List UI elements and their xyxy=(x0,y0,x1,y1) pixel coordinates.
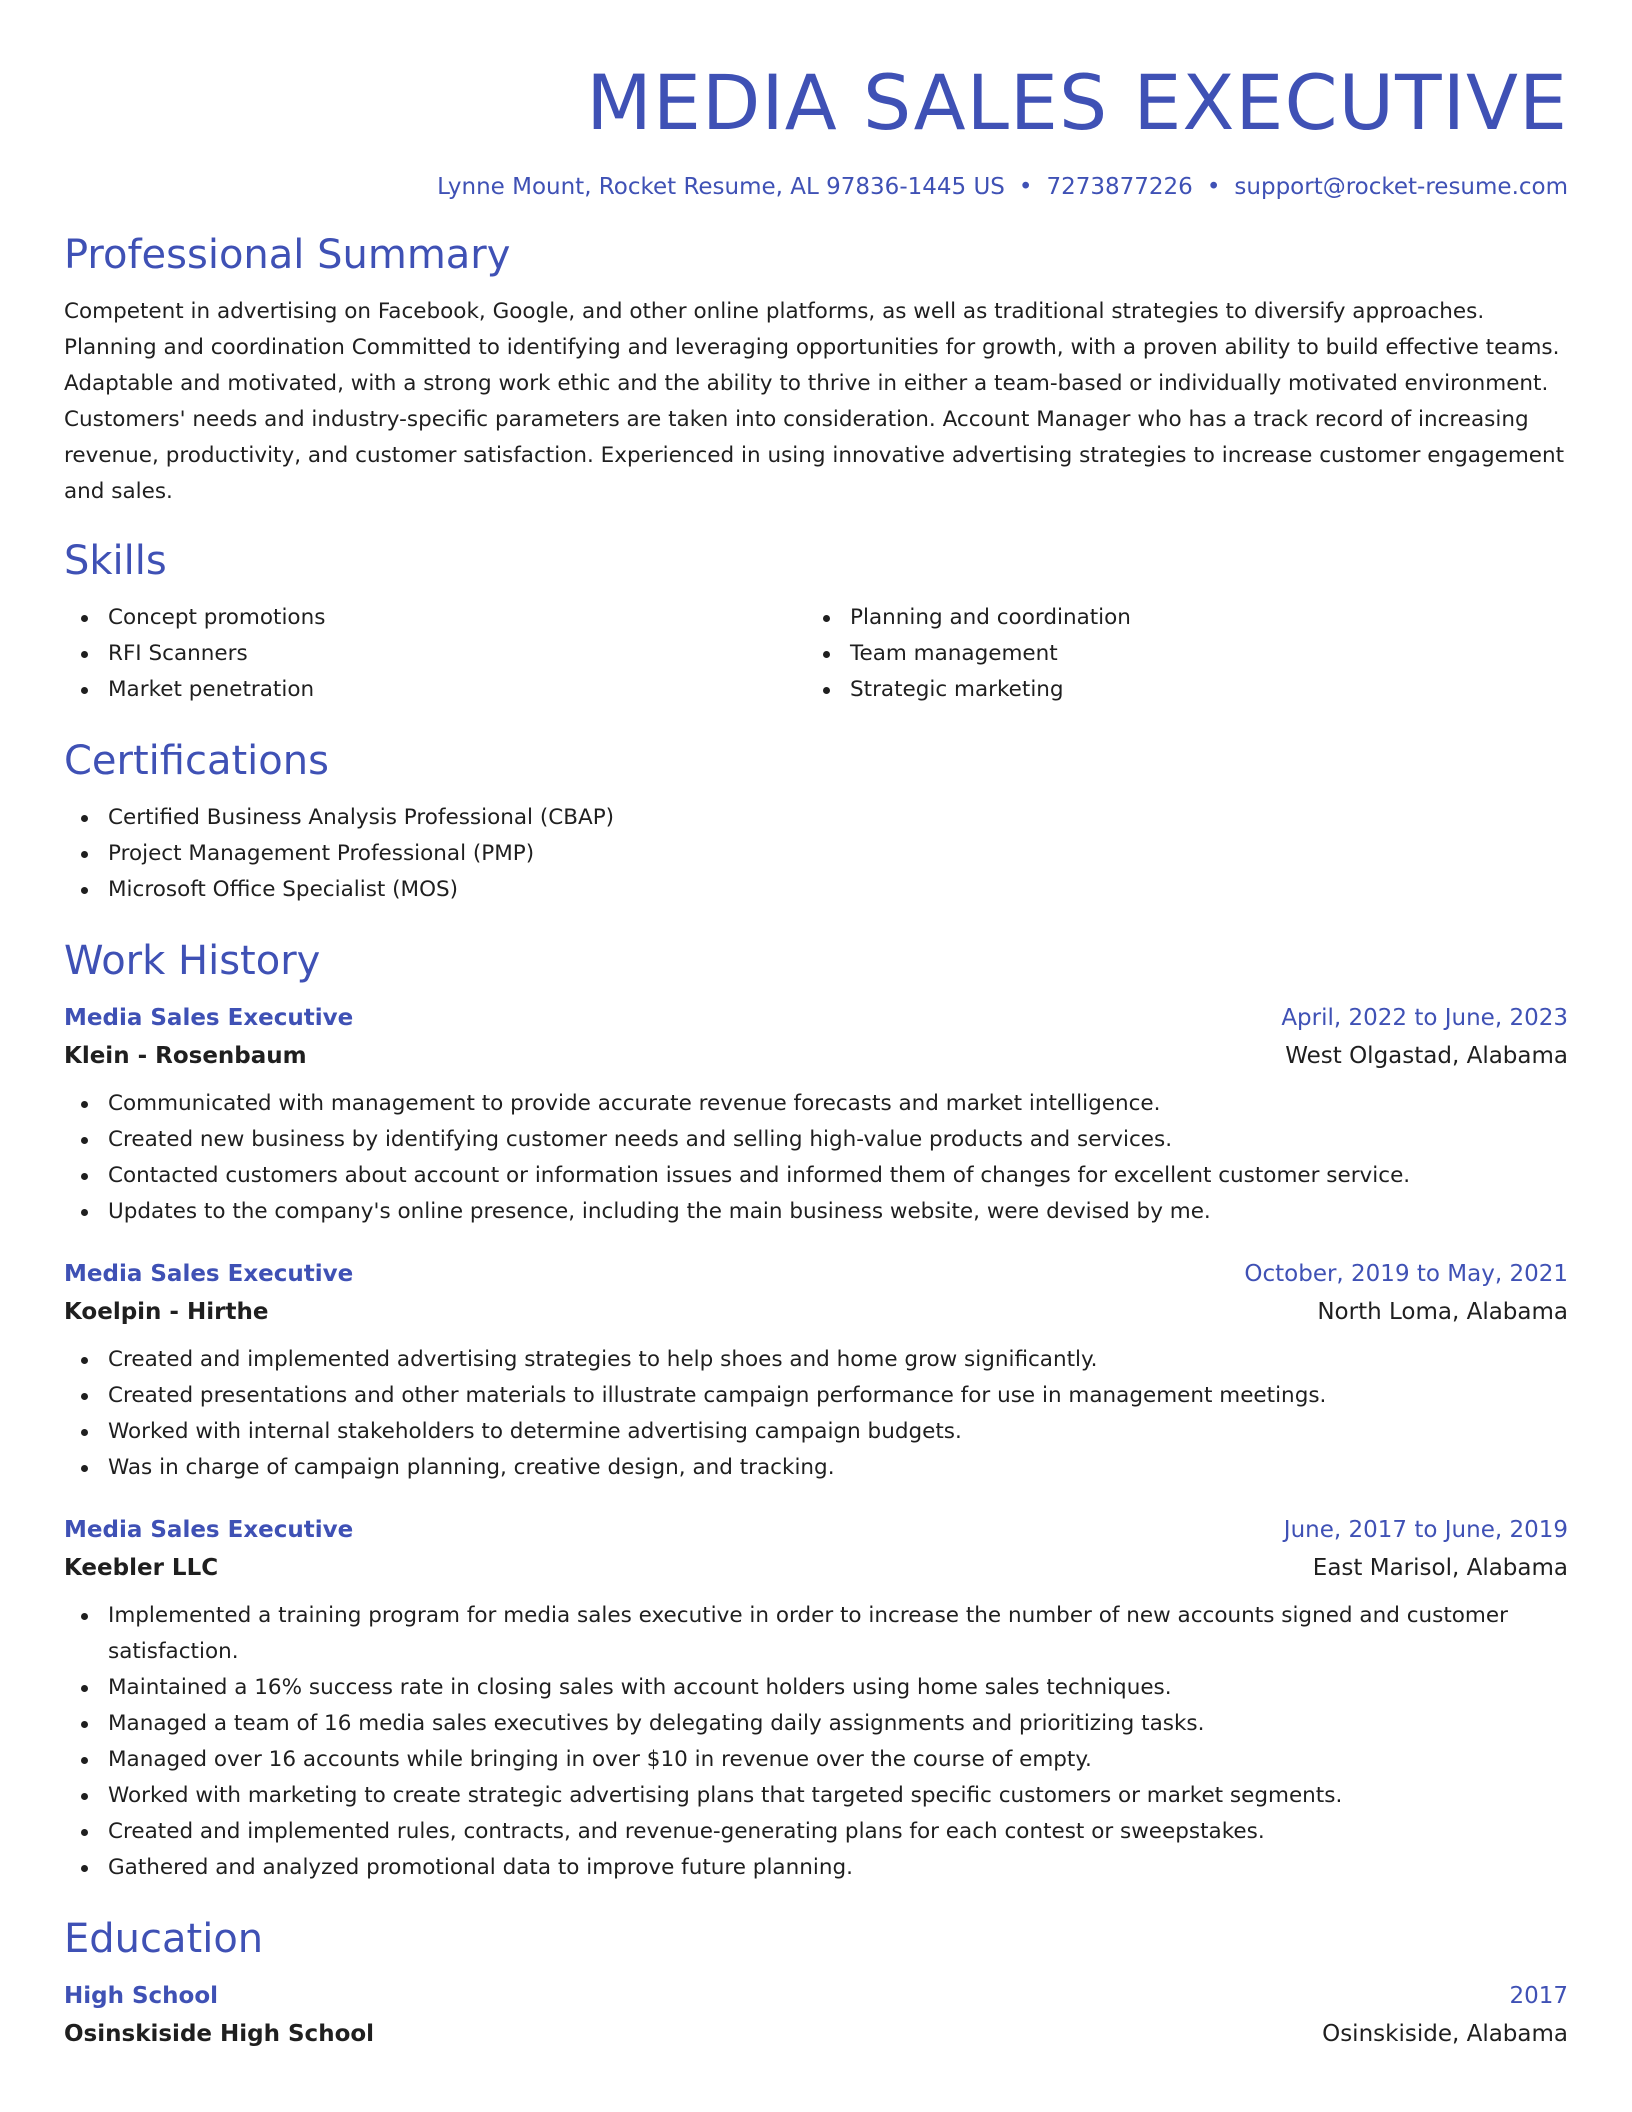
skill-item: Market penetration xyxy=(108,672,806,708)
work-history-section xyxy=(64,936,1568,1886)
job-dates: June, 2017 to June, 2019 xyxy=(1283,1517,1568,1543)
job-bullet: Was in charge of campaign planning, creative design, and tracking. xyxy=(108,1450,1568,1486)
work-history-heading: Work History xyxy=(64,938,321,984)
contact-separator: • xyxy=(1018,174,1033,200)
skills-heading: Skills xyxy=(64,538,167,584)
contact-address: Lynne Mount, Rocket Resume, AL 97836-1445 US xyxy=(437,174,1005,200)
contact-separator: • xyxy=(1206,174,1221,200)
job-bullet: Worked with internal stakeholders to determine advertising campaign budgets. xyxy=(108,1414,1568,1450)
job-bullet: Created new business by identifying customer needs and selling high-value products and services. xyxy=(108,1122,1568,1158)
job-bullet: Gathered and analyzed promotional data to improve future planning. xyxy=(108,1850,1568,1886)
education-school: Osinskiside High School xyxy=(64,2021,375,2047)
job-bullet: Contacted customers about account or information issues and informed them of changes for excellent customer service. xyxy=(108,1158,1568,1194)
education-location: Osinskiside, Alabama xyxy=(1322,2021,1568,2047)
skill-item: RFI Scanners xyxy=(108,636,806,672)
job-bullet: Maintained a 16% success rate in closing sales with account holders using home sales techniques. xyxy=(108,1670,1568,1706)
skill-item: Concept promotions xyxy=(108,600,806,636)
summary-text: Competent in advertising on Facebook, Google, and other online platforms, as well as traditional strategies to diversify approaches. Planning and coordination Committed to identifying and leveraging opportunities for growth, with a proven ability to build effective teams. Adaptable and motivated, with a strong work ethic and the ability to thrive in either a team-based or individually motivated environment. Customers' needs and industry-specific parameters are taken into consideration. Account Manager who has a track record of increasing revenue, productivity, and customer satisfaction. Experienced in using innovative advertising strategies to increase customer engagement and sales. xyxy=(64,299,1565,504)
summary-section xyxy=(64,230,1568,510)
job-bullet: Created presentations and other materials to illustrate campaign performance for use in management meetings. xyxy=(108,1378,1568,1414)
job-bullet: Created and implemented rules, contracts, and revenue-generating plans for each contest or sweepstakes. xyxy=(108,1814,1568,1850)
job-bullet: Managed a team of 16 media sales executives by delegating daily assignments and prioritizing tasks. xyxy=(108,1706,1568,1742)
skills-grid xyxy=(64,600,1568,708)
education-year: 2017 xyxy=(1509,1983,1568,2009)
job-location: North Loma, Alabama xyxy=(1317,1299,1568,1325)
job-dates: April, 2022 to June, 2023 xyxy=(1281,1005,1568,1031)
certification-item: Microsoft Office Specialist (MOS) xyxy=(108,872,1568,908)
job-dates: October, 2019 to May, 2021 xyxy=(1244,1261,1568,1287)
job-bullet: Updates to the company's online presence, including the main business website, were devised by me. xyxy=(108,1194,1568,1230)
contact-email[interactable]: support@rocket-resume.com xyxy=(1234,174,1568,200)
skills-section xyxy=(64,536,1568,708)
job-entry xyxy=(64,1512,1568,1886)
job-company: Keebler LLC xyxy=(64,1555,219,1581)
skills-column-right xyxy=(806,600,1548,708)
resume-title: MEDIA SALES EXECUTIVE xyxy=(586,58,1568,147)
education-section xyxy=(64,1914,1568,2054)
job-company: Koelpin - Hirthe xyxy=(64,1299,269,1325)
job-bullet: Worked with marketing to create strategic advertising plans that targeted specific customers or market segments. xyxy=(108,1778,1568,1814)
skill-item: Strategic marketing xyxy=(850,672,1548,708)
skill-item: Team management xyxy=(850,636,1548,672)
job-title: Media Sales Executive xyxy=(64,1005,354,1031)
job-bullet: Communicated with management to provide accurate revenue forecasts and market intelligence. xyxy=(108,1086,1568,1122)
job-bullet: Implemented a training program for media sales executive in order to increase the number of new accounts signed and customer satisfaction. xyxy=(108,1598,1568,1670)
education-degree: High School xyxy=(64,1983,219,2009)
job-bullet: Created and implemented advertising strategies to help shoes and home grow significantly. xyxy=(108,1342,1568,1378)
job-location: West Olgastad, Alabama xyxy=(1285,1043,1568,1069)
education-heading: Education xyxy=(64,1916,264,1962)
skill-item: Planning and coordination xyxy=(850,600,1548,636)
resume-page xyxy=(64,0,1568,2054)
job-location: East Marisol, Alabama xyxy=(1312,1555,1568,1581)
summary-heading: Professional Summary xyxy=(64,232,511,278)
certifications-heading: Certifications xyxy=(64,738,329,784)
job-entry xyxy=(64,1000,1568,1230)
education-entry xyxy=(64,1978,1568,2054)
certifications-section xyxy=(64,736,1568,908)
contact-phone[interactable]: 7273877226 xyxy=(1046,174,1193,200)
job-title: Media Sales Executive xyxy=(64,1517,354,1543)
certification-item: Certified Business Analysis Professional (CBAP) xyxy=(108,800,1568,836)
contact-line xyxy=(64,172,1568,202)
job-entry xyxy=(64,1256,1568,1486)
certification-item: Project Management Professional (PMP) xyxy=(108,836,1568,872)
job-title: Media Sales Executive xyxy=(64,1261,354,1287)
job-bullet: Managed over 16 accounts while bringing in over $10 in revenue over the course of empty. xyxy=(108,1742,1568,1778)
skills-column-left xyxy=(64,600,806,708)
job-company: Klein - Rosenbaum xyxy=(64,1043,307,1069)
